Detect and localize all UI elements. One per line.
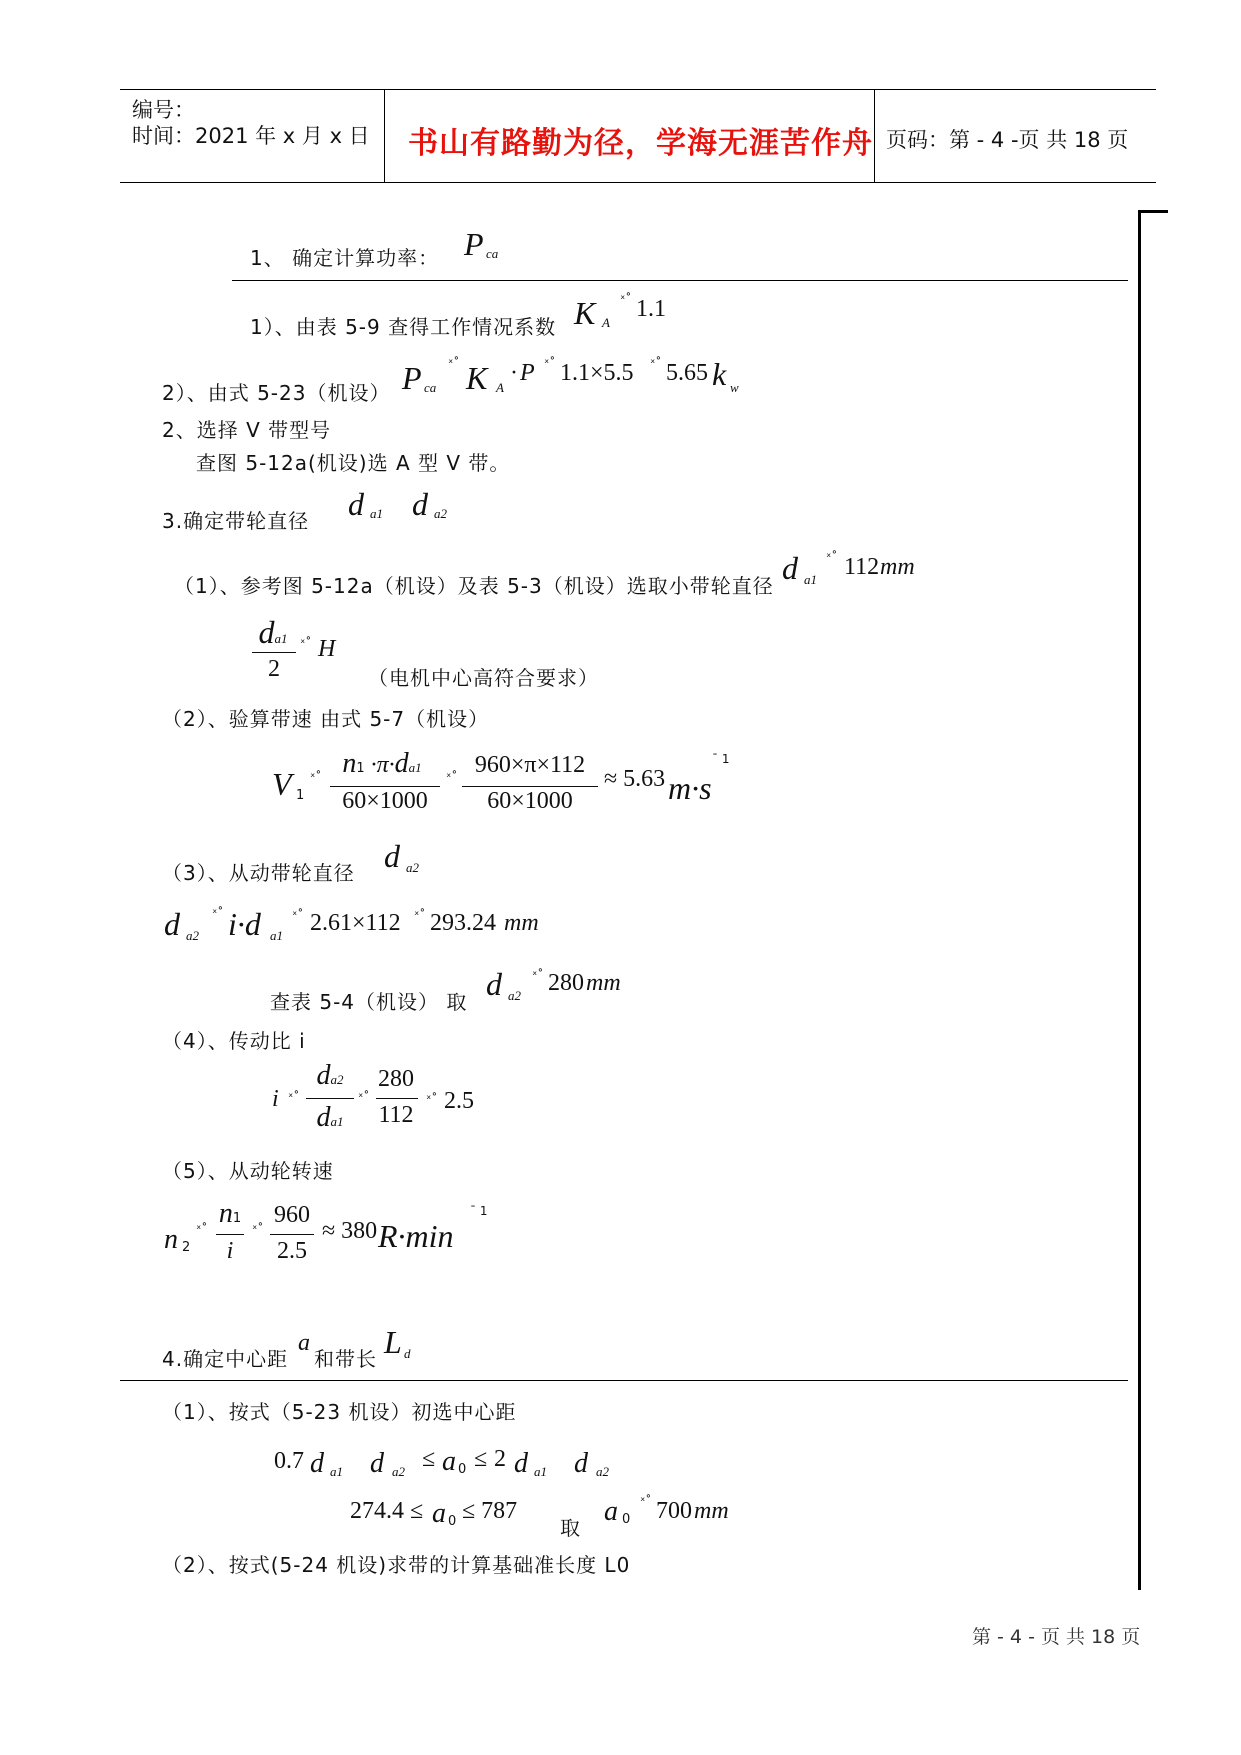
section-rule-1: [232, 280, 1128, 281]
da2-symbol-7: d: [574, 1448, 588, 1479]
header-bottom-rule: [120, 182, 1156, 183]
a0-subscript-3: 0: [622, 1512, 631, 1527]
pca-symbol-2: P: [402, 360, 422, 396]
da2-symbol-2: d: [384, 838, 400, 874]
da1-symbol-3: d: [258, 614, 275, 650]
a-symbol: a: [298, 1330, 310, 1356]
pca-subscript-2: ca: [424, 380, 437, 395]
equals-glyph: ˣ˚: [292, 908, 304, 922]
header-time-label: 时间：2021 年 x 月 x 日: [132, 124, 370, 148]
unit-mm: mm: [586, 970, 621, 996]
i-denominator: 112: [378, 1102, 414, 1128]
kw-subscript: w: [730, 380, 739, 395]
v1-numerator: 960×π×112: [474, 752, 586, 778]
h-symbol: H: [318, 636, 336, 662]
da2-subscript-3: a2: [186, 928, 199, 943]
i-symbol: i: [272, 1086, 279, 1112]
margin-bracket-top: [1138, 210, 1168, 213]
ld-subscript: d: [404, 1346, 411, 1361]
section-3-2: （2）、验算带速 由式 5-7（机设）: [162, 707, 490, 731]
da2-symbol-3: d: [164, 906, 180, 942]
exponent-minus-one: ˉ 1: [712, 752, 730, 766]
section-3-title: 3.确定带轮直径: [162, 509, 310, 533]
da1-value: 112: [844, 554, 880, 580]
ka-subscript: A: [602, 315, 610, 330]
equals-glyph: ˣ˚: [826, 550, 838, 564]
equals-glyph: ˣ˚: [544, 356, 556, 370]
fraction-bar: [462, 786, 598, 787]
n2-value: ≈ 380: [322, 1218, 378, 1244]
a0-subscript-2: 0: [448, 1514, 457, 1529]
equals-glyph: ˣ˚: [300, 636, 312, 650]
dot-operator: ·: [510, 360, 518, 386]
i-denominator-symbolic: [304, 1102, 356, 1134]
da1-symbol-7: d: [514, 1448, 528, 1479]
section-1-1: 1）、由表 5-9 查得工作情况系数: [250, 315, 557, 339]
da1-symbol-4: d: [394, 748, 409, 779]
n2-numerator-symbolic: [214, 1198, 246, 1230]
v1-denominator-2: 60×1000: [487, 788, 573, 814]
section-2-text: 查图 5-12a(机设)选 A 型 V 带。: [196, 451, 511, 475]
v1-symbol: V: [272, 766, 292, 802]
a0-symbol: a: [442, 1446, 456, 1477]
ld-symbol: L: [384, 1324, 402, 1360]
equals-glyph: ˣ˚: [448, 356, 460, 370]
da1-symbol: d: [348, 486, 364, 522]
equals-glyph: ˣ˚: [252, 1222, 264, 1236]
equals-glyph: ˣ˚: [650, 356, 662, 370]
v1-subscript: 1: [296, 788, 305, 803]
unit-mm: mm: [880, 554, 915, 580]
coefficient-0-7: 0.7: [274, 1448, 304, 1474]
equals-glyph: ˣ˚: [288, 1090, 300, 1104]
n2-denominator: 2.5: [277, 1238, 307, 1264]
section-2-title: 2、选择 V 带型号: [162, 418, 332, 442]
equals-glyph: ˣ˚: [414, 908, 426, 922]
n1-subscript: 1: [356, 761, 365, 776]
section-1-2: 2）、由式 5-23（机设）: [162, 381, 391, 405]
da2-subscript-7: a2: [596, 1464, 609, 1479]
n1-symbol: n: [342, 748, 357, 779]
da1-symbol-5: d: [316, 1102, 331, 1133]
header-divider-right: [874, 89, 875, 183]
range-low: 274.4 ≤: [350, 1498, 424, 1524]
equals-glyph: ˣ˚: [358, 1090, 370, 1104]
i-times-da1: i·d: [228, 906, 261, 942]
header-slogan: 书山有路勤为径，学海无涯苦作舟: [408, 126, 873, 161]
half-da1-fraction: [250, 614, 296, 651]
da2-symbol-5: d: [316, 1060, 331, 1091]
ka-symbol-2: K: [466, 360, 488, 396]
da1-subscript-2: a1: [804, 572, 817, 587]
da2-symbol-4: d: [486, 966, 502, 1002]
i-numerator: 280: [378, 1066, 414, 1092]
v1-value: ≈ 5.63: [604, 766, 666, 792]
section-rule-2: [120, 1380, 1128, 1381]
da2-symbol: d: [412, 486, 428, 522]
section-4-2: （2）、按式(5-24 机设)求带的计算基础准长度 L0: [162, 1553, 631, 1577]
da2-subscript-4: a2: [508, 988, 521, 1003]
da2-subscript: a2: [434, 506, 447, 521]
fraction-bar: [376, 1098, 418, 1099]
unit-mm: mm: [694, 1498, 729, 1524]
section-3-note: （电机中心高符合要求）: [368, 666, 599, 690]
da1-subscript-4: a1: [408, 760, 422, 775]
da2-value: 293.24: [430, 910, 496, 936]
a0-value: 700: [656, 1498, 692, 1524]
a0-symbol-2: a: [432, 1498, 446, 1529]
section-4-title-a: 4.确定中心距: [162, 1347, 289, 1371]
equals-glyph: ˣ˚: [446, 770, 458, 784]
leq-sign: ≤: [422, 1446, 436, 1472]
unit-r-min: R·min: [378, 1218, 454, 1254]
section-4-1: （1）、按式（5-23 机设）初选中心距: [162, 1400, 517, 1424]
equals-glyph: ˣ˚: [620, 292, 632, 306]
kw-symbol: k: [712, 356, 727, 392]
pca-symbol: P: [464, 226, 484, 262]
section-3-1: （1）、参考图 5-12a（机设）及表 5-3（机设）选取小带轮直径: [174, 574, 774, 598]
section-4-title-b: 和带长: [314, 1347, 377, 1371]
footer-page-number: 第 - 4 - 页 共 18 页: [972, 1626, 1141, 1648]
section-3-lookup: 查表 5-4（机设） 取: [270, 990, 468, 1014]
equals-glyph: ˣ˚: [212, 906, 224, 920]
leq-sign: ≤: [474, 1446, 488, 1472]
i-value: 2.5: [444, 1088, 474, 1114]
da1-subscript-6: a1: [330, 1114, 344, 1129]
da1-symbol-2: d: [782, 550, 798, 586]
header-divider-left: [384, 89, 385, 183]
section-1-title: 1、 确定计算功率：: [250, 246, 440, 270]
equals-glyph: ˣ˚: [196, 1222, 208, 1236]
section-3-5: （5）、从动轮转速: [162, 1159, 334, 1183]
header-number-label: 编号：: [132, 98, 195, 122]
margin-bracket-line: [1138, 210, 1141, 1590]
da1-subscript-7: a1: [330, 1464, 343, 1479]
section-3-3: （3）、从动带轮直径: [162, 861, 355, 885]
a0-symbol-3: a: [604, 1496, 618, 1527]
header-page-info: 页码：第 - 4 -页 共 18 页: [886, 128, 1129, 152]
da1-subscript: a1: [370, 506, 383, 521]
pca-value: 5.65: [666, 360, 708, 386]
pi-symbol: ·π·: [364, 752, 395, 778]
section-4-take: 取: [560, 1516, 581, 1540]
da2-symbol-6: d: [370, 1448, 384, 1479]
ka-value: 1.1: [636, 296, 666, 322]
n2-denominator-symbolic: i: [226, 1238, 234, 1264]
p-symbol: P: [520, 360, 535, 386]
equals-glyph: ˣ˚: [640, 1494, 652, 1508]
ka-subscript-2: A: [496, 380, 504, 395]
fraction-bar: [330, 786, 440, 787]
fraction-bar: [252, 652, 296, 653]
pca-expression: 1.1×5.5: [560, 360, 634, 386]
fraction-bar: [306, 1098, 354, 1099]
exponent-minus-one: ˉ 1: [470, 1204, 488, 1218]
n1-symbol-2: n: [218, 1198, 233, 1229]
header-top-rule: [120, 89, 1156, 90]
equals-glyph: ˣ˚: [532, 968, 544, 982]
n2-subscript: 2: [182, 1240, 191, 1255]
equals-glyph: ˣ˚: [426, 1092, 438, 1106]
unit-m-s: m·s: [668, 770, 712, 806]
unit-mm: mm: [504, 910, 539, 936]
fraction-denominator-2: 2: [268, 656, 280, 682]
da1-subscript-5: a1: [270, 928, 283, 943]
coefficient-2: 2: [494, 1446, 506, 1472]
range-high: ≤ 787: [462, 1498, 518, 1524]
equals-glyph: ˣ˚: [310, 770, 322, 784]
v1-numerator-symbolic: [326, 748, 438, 780]
da2-subscript-2: a2: [406, 860, 419, 875]
da2-pick: 280: [548, 970, 584, 996]
da1-subscript-8: a1: [534, 1464, 547, 1479]
i-numerator-symbolic: [304, 1060, 356, 1092]
n1-subscript-2: 1: [232, 1211, 242, 1226]
da2-subscript-6: a2: [392, 1464, 405, 1479]
fraction-bar: [216, 1234, 244, 1235]
v1-denominator: 60×1000: [342, 788, 428, 814]
da2-subscript-5: a2: [330, 1072, 344, 1087]
n2-numerator: 960: [274, 1202, 310, 1228]
da2-expression: 2.61×112: [310, 910, 401, 936]
ka-symbol: K: [574, 295, 596, 331]
fraction-bar: [270, 1234, 314, 1235]
da1-symbol-6: d: [310, 1448, 324, 1479]
section-3-4: （4）、传动比 i: [162, 1029, 306, 1053]
pca-subscript: ca: [486, 246, 499, 261]
da1-subscript-3: a1: [274, 631, 288, 646]
a0-subscript: 0: [458, 1462, 467, 1477]
n2-symbol: n: [164, 1224, 178, 1255]
